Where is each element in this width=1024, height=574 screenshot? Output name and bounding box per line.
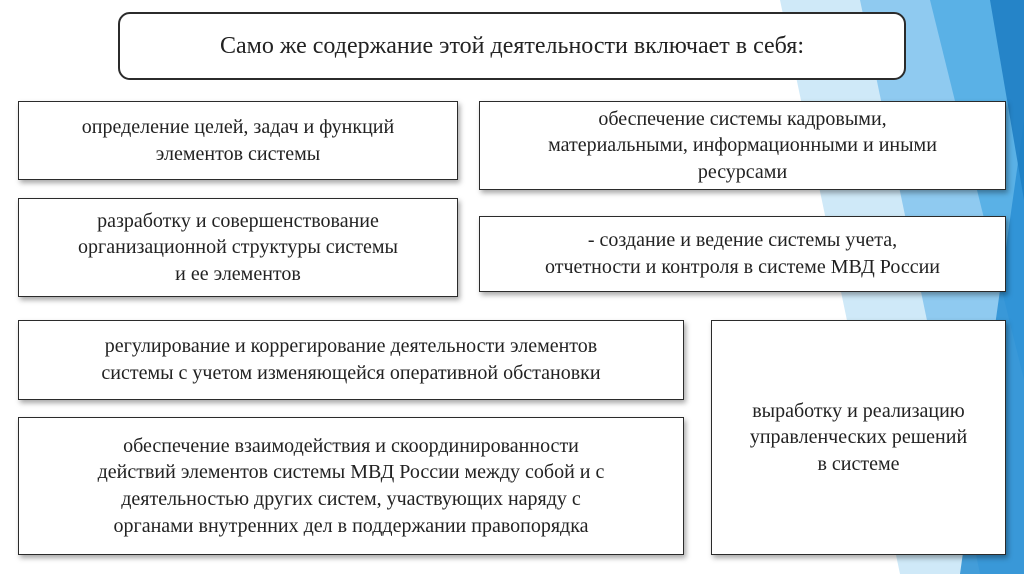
box-accounting <box>479 216 1006 292</box>
box-decisions-line: выработку и реализацию <box>752 399 965 422</box>
box-coordination-line: действий элементов системы МВД России между собой и с <box>97 461 605 484</box>
box-structure <box>18 198 458 297</box>
box-coordination <box>18 417 684 555</box>
box-structure-line: организационной структуры системы <box>78 236 398 259</box>
box-regulation-line: регулирование и коррегирование деятельности элементов <box>104 335 598 358</box>
box-accounting-line: - создание и ведение системы учета, <box>587 229 898 252</box>
box-coordination-line: органами внутренних дел в поддержании правопорядка <box>113 514 589 537</box>
box-resources-line: обеспечение системы кадровыми, <box>598 107 887 130</box>
box-decisions-line: в системе <box>817 452 900 475</box>
box-accounting-line: отчетности и контроля в системе МВД России <box>544 256 941 278</box>
box-coordination-line: деятельностью других систем, участвующих наряду с <box>121 488 581 510</box>
box-decisions-line: управленческих решений <box>749 426 968 449</box>
box-regulation-line: системы с учетом изменяющейся оперативной обстановки <box>101 362 601 384</box>
box-goals-line: элементов системы <box>155 142 321 165</box>
box-goals <box>18 101 458 180</box>
box-resources-line: материальными, информационными и иными <box>548 134 937 157</box>
box-structure-line: и ее элементов <box>175 262 301 285</box>
box-structure-line: разработку и совершенствование <box>97 209 379 232</box>
box-coordination-line: обеспечение взаимодействия и скоординированности <box>123 434 579 457</box>
box-regulation <box>18 320 684 400</box>
box-resources-line: ресурсами <box>697 160 788 183</box>
box-decisions <box>711 320 1006 555</box>
box-goals-line: определение целей, задач и функций <box>81 115 395 138</box>
slide-title <box>118 12 906 80</box>
slide-title-text: Само же содержание этой деятельности включает в себя: <box>220 32 804 59</box>
box-resources <box>479 101 1006 190</box>
